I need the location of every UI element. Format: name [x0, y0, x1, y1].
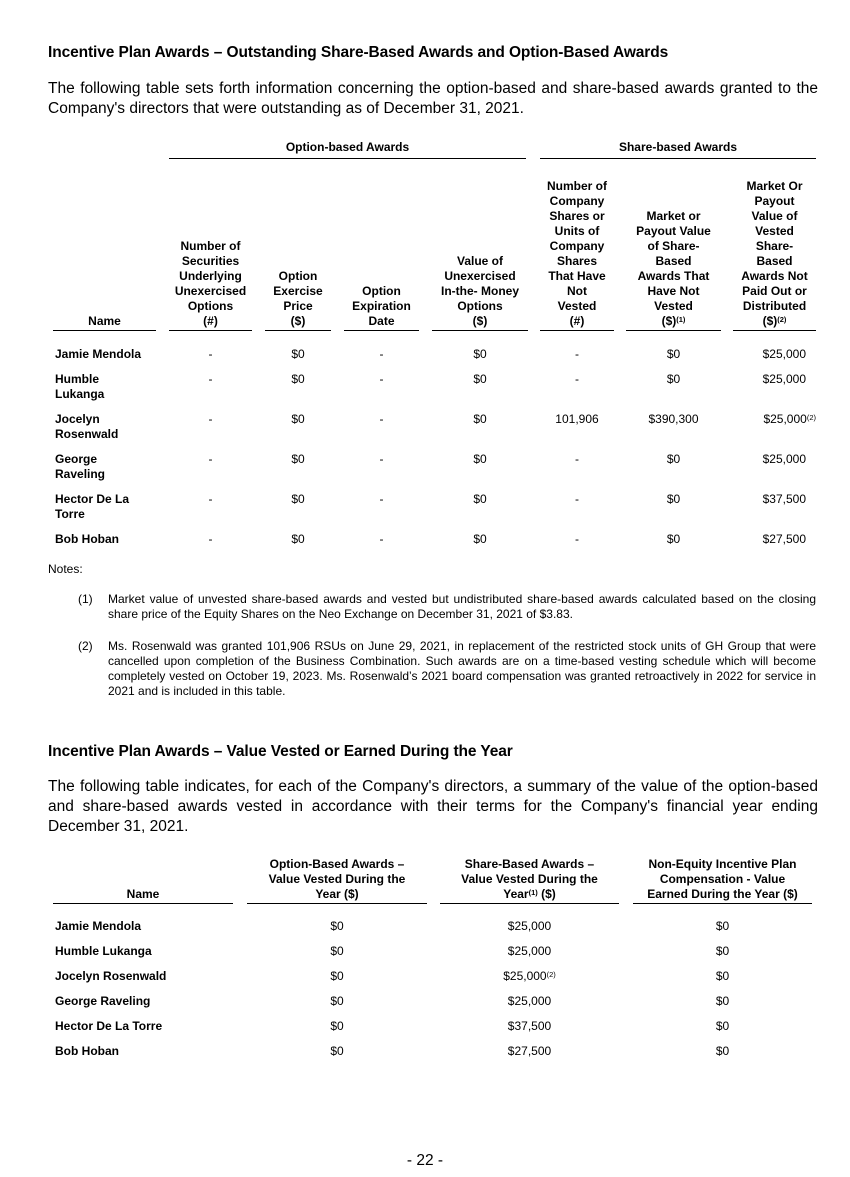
note-text: Market value of unvested share-based awards and vested but undistributed share-based awards calculated based on the closing share price of the Equity Shares on the Neo Exchange on December 31, 2021 of $3.83.	[108, 592, 816, 621]
column-header-share-based-vested: Share-Based Awards – Value Vested During the Year$^{(1)}$ ($)	[440, 857, 619, 904]
table-cell: $0	[666, 372, 681, 386]
table-cell: $0	[291, 532, 305, 546]
section-intro-value-vested: The following table indicates, for each of the Company's directors, a summary of the value of the option-based and share-based awards vested in accordance with their terms for the Company's financial year ending December 31, 2021.	[48, 778, 818, 835]
table-cell: $0	[666, 347, 681, 361]
table-cell: $25,000	[507, 994, 552, 1008]
table-cell: $37,500	[762, 492, 806, 506]
table-cell: $25,000$^{(2)}$	[503, 969, 556, 983]
table-cell: $0	[666, 452, 681, 466]
column-header-market-value-not-vested: Market or Payout Value of Share- Based Awards That Have Not Vested ($)$^{(1)}$	[626, 209, 721, 331]
director-name: Jocelyn Rosenwald	[55, 969, 167, 983]
table-cell: $25,000	[762, 372, 806, 386]
table-cell: -	[379, 452, 384, 466]
column-header-market-value-vested: Market Or Payout Value of Vested Share- Based Awards Not Paid Out or Distributed ($)$^{(2)}$	[733, 179, 816, 331]
footnote-ref: (1)	[676, 315, 686, 324]
director-name: Jamie Mendola	[55, 347, 142, 361]
note-text: Ms. Rosenwald was granted 101,906 RSUs on June 29, 2021, in replacement of the restricted stock units of GH Group that were cancelled upon completion of the Business Combination. Such awards are on a time-based vesting schedule which will become completely vested on October 19, 2023. Ms. Rosenwald’s 2021 board compensation was granted retroactively in 2022 for service in 2021 and is included in this table.	[108, 639, 816, 698]
section-heading-outstanding-awards: Incentive Plan Awards – Outstanding Share-Based Awards and Option-Based Awards	[48, 44, 669, 61]
table-cell: $25,000	[507, 919, 552, 933]
table-cell: $0	[291, 492, 305, 506]
footnote-ref: (1)	[528, 888, 538, 897]
table-cell: $27,500	[507, 1044, 552, 1058]
director-name: Bob Hoban	[55, 532, 119, 546]
column-header-non-equity-earned: Non-Equity Incentive Plan Compensation - Value Earned During the Year ($)	[633, 857, 812, 904]
group-header-share-based: Share-based Awards	[540, 140, 816, 159]
section-intro-outstanding-awards: The following table sets forth information concerning the option-based and share-based awards granted to the Company's directors that were outstanding as of December 31, 2021.	[48, 80, 818, 117]
table-cell: -	[208, 452, 213, 466]
table-cell: $0	[291, 412, 305, 426]
table-cell: -	[575, 532, 579, 546]
table-cell: $0	[715, 969, 730, 983]
director-name: George Raveling	[55, 994, 151, 1008]
note-number: (2)	[78, 639, 93, 653]
table-cell: $0	[291, 347, 305, 361]
table-cell: -	[379, 412, 384, 426]
column-header-shares-not-vested: Number of Company Shares or Units of Company Shares That Have Not Vested (#)	[540, 179, 614, 331]
table-cell: $37,500	[507, 1019, 552, 1033]
table-cell: $0	[330, 944, 344, 958]
director-name: Jamie Mendola	[55, 919, 142, 933]
table-cell: $390,300	[648, 412, 699, 426]
table-cell: $0	[473, 372, 487, 386]
table-cell: $0	[330, 969, 344, 983]
table-cell: $0	[291, 452, 305, 466]
table-cell: $25,000	[762, 452, 806, 466]
table-cell: $0	[473, 492, 487, 506]
table-cell: 101,906	[555, 412, 599, 426]
table-cell: $0	[473, 452, 487, 466]
director-name: Hector De La Torre	[55, 492, 130, 521]
table-cell: $27,500	[762, 532, 806, 546]
director-name: Hector De La Torre	[55, 1019, 163, 1033]
director-name: George Raveling	[55, 452, 106, 481]
column-header-name: Name	[53, 314, 156, 331]
table-cell: -	[379, 347, 384, 361]
footnote-ref: (2)	[806, 413, 816, 422]
footnote-ref: (2)	[777, 315, 787, 324]
table-cell: -	[208, 347, 213, 361]
table-cell: $0	[715, 994, 730, 1008]
table-cell: $0	[473, 532, 487, 546]
table-cell: $0	[715, 944, 730, 958]
director-name: Humble Lukanga	[55, 944, 152, 958]
column-header-exercise-price: Option Exercise Price ($)	[265, 269, 331, 331]
table-cell: $0	[473, 412, 487, 426]
column-header-name: Name	[53, 887, 233, 904]
footnote-ref: (2)	[546, 970, 556, 979]
table-cell: $0	[666, 532, 681, 546]
table-cell: $0	[330, 1019, 344, 1033]
column-header-expiration-date: Option Expiration Date	[344, 284, 419, 331]
table-cell: -	[208, 412, 213, 426]
table-cell: $0	[715, 1019, 730, 1033]
table-cell: -	[208, 492, 213, 506]
table-cell: -	[208, 532, 213, 546]
table-cell: -	[575, 492, 579, 506]
column-header-value-unexercised: Value of Unexercised In-the- Money Options ($)	[432, 254, 528, 331]
director-name: Humble Lukanga	[55, 372, 105, 401]
notes-label: Notes:	[48, 562, 83, 576]
director-name: Jocelyn Rosenwald	[55, 412, 119, 441]
table-cell: -	[379, 372, 384, 386]
column-header-securities-underlying: Number of Securities Underlying Unexercised Options (#)	[169, 239, 252, 331]
table-cell: $0	[715, 1044, 730, 1058]
table-cell: $0	[330, 919, 344, 933]
table-cell: $0	[291, 372, 305, 386]
page-number: - 22 -	[406, 1152, 444, 1169]
table-cell: $0	[473, 347, 487, 361]
note-number: (1)	[78, 592, 93, 606]
table-cell: $0	[330, 994, 344, 1008]
table-cell: -	[208, 372, 213, 386]
table-cell: -	[379, 532, 384, 546]
table-cell: $0	[330, 1044, 344, 1058]
column-header-option-based-vested: Option-Based Awards – Value Vested During the Year ($)	[247, 857, 427, 904]
table-cell: $0	[666, 492, 681, 506]
table-cell: $25,000	[762, 347, 806, 361]
table-cell: $25,000	[507, 944, 552, 958]
table-cell: $25,000$^{(2)}$	[763, 412, 816, 426]
table-cell: -	[575, 347, 579, 361]
section-heading-value-vested: Incentive Plan Awards – Value Vested or Earned During the Year	[48, 743, 513, 760]
table-cell: -	[575, 372, 579, 386]
table-cell: -	[379, 492, 384, 506]
table-cell: $0	[715, 919, 730, 933]
table-cell: -	[575, 452, 579, 466]
group-header-option-based: Option-based Awards	[169, 140, 526, 159]
director-name: Bob Hoban	[55, 1044, 119, 1058]
